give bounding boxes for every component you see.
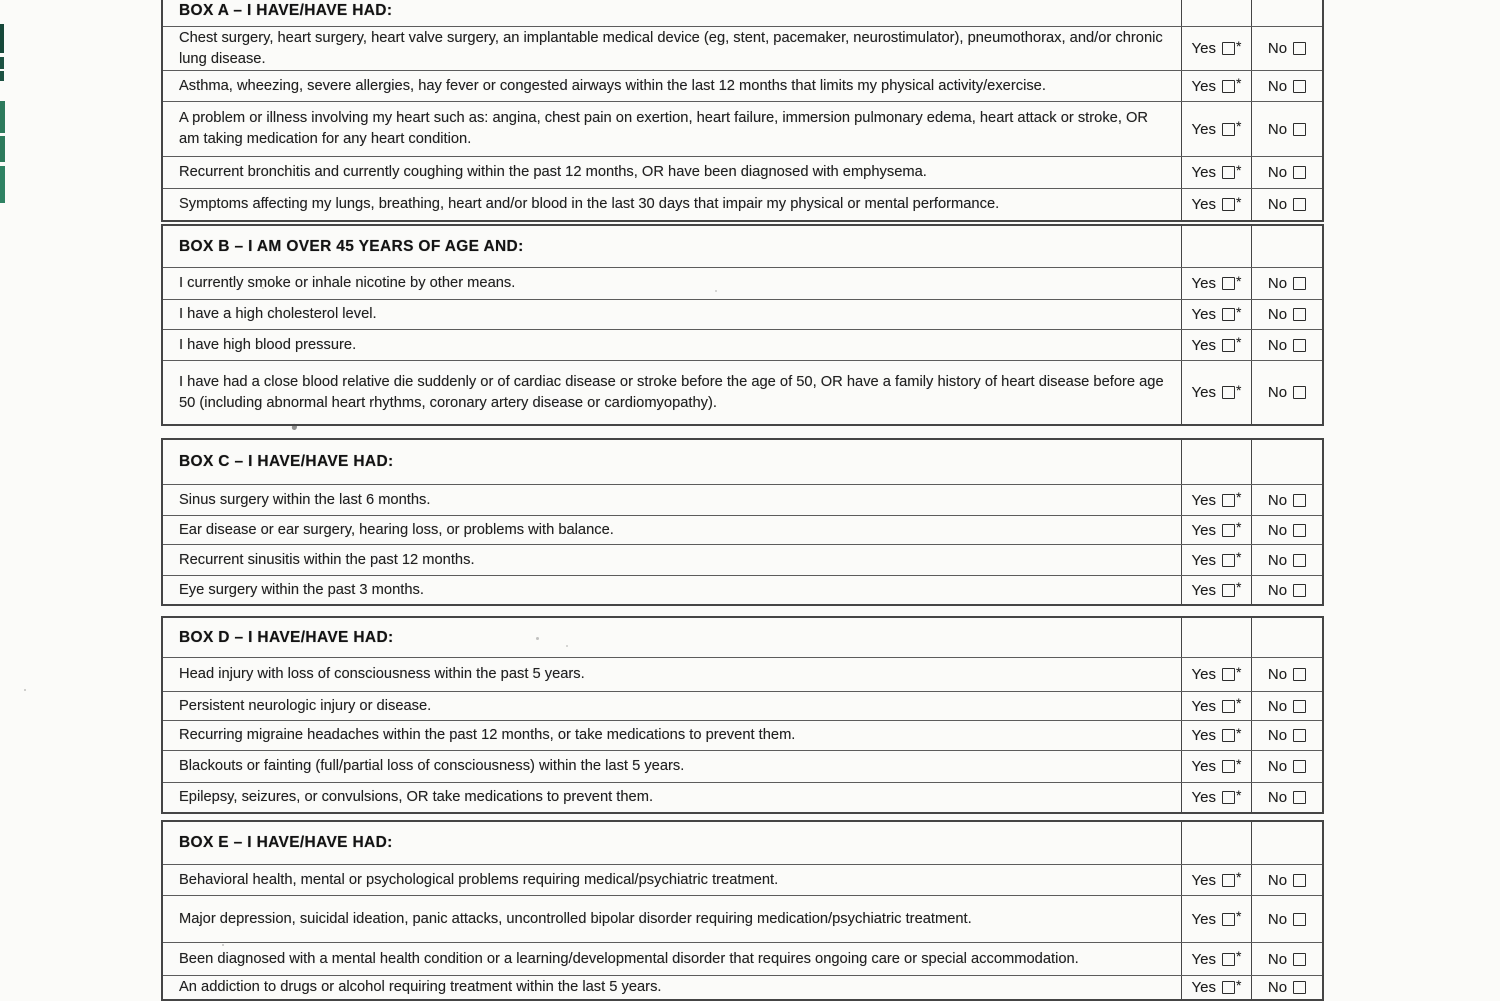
scan-artifact-mark bbox=[0, 166, 5, 203]
no-checkbox[interactable] bbox=[1293, 953, 1306, 966]
section-header-row bbox=[163, 440, 1322, 484]
yes-cell bbox=[1181, 485, 1251, 515]
scan-artifact-mark bbox=[0, 101, 5, 133]
no-checkbox[interactable] bbox=[1293, 700, 1306, 713]
no-label: No bbox=[1267, 275, 1288, 292]
section-title: BOX E – I HAVE/HAVE HAD: bbox=[179, 834, 393, 851]
no-label: No bbox=[1267, 164, 1288, 181]
table-row bbox=[163, 691, 1322, 720]
yes-label: Yes bbox=[1191, 910, 1217, 928]
no-label: No bbox=[1267, 950, 1288, 968]
yes-header-cell bbox=[1181, 226, 1251, 267]
table-row bbox=[163, 657, 1322, 691]
no-cell bbox=[1251, 721, 1322, 750]
section-header-row bbox=[163, 822, 1322, 864]
no-checkbox[interactable] bbox=[1293, 791, 1306, 804]
question-text: I have had a close blood relative die suddenly or of cardiac disease or stroke before the age of 50, OR have a family history of heart disease before age 50 (including abnormal heart rhythms, coronary artery disease or cardiomyopathy). bbox=[179, 373, 1164, 411]
yes-label: Yes bbox=[1191, 521, 1217, 539]
yes-label: Yes bbox=[1191, 491, 1217, 509]
box-c-section bbox=[161, 438, 1324, 606]
section-title: BOX B – I AM OVER 45 YEARS OF AGE AND: bbox=[179, 237, 524, 255]
yes-label: Yes bbox=[1191, 275, 1217, 292]
table-row bbox=[163, 188, 1322, 220]
table-row bbox=[163, 864, 1322, 895]
table-row bbox=[163, 156, 1322, 188]
no-cell bbox=[1251, 658, 1322, 691]
no-cell bbox=[1251, 330, 1322, 360]
table-row bbox=[163, 329, 1322, 360]
yes-cell bbox=[1181, 576, 1251, 604]
no-cell bbox=[1251, 976, 1322, 999]
asterisk: * bbox=[1236, 755, 1242, 772]
table-row bbox=[163, 26, 1322, 70]
question-text: I have high blood pressure. bbox=[179, 336, 357, 353]
no-checkbox[interactable] bbox=[1293, 123, 1306, 136]
table-row bbox=[163, 515, 1322, 544]
no-checkbox[interactable] bbox=[1293, 524, 1306, 537]
asterisk: * bbox=[1236, 786, 1242, 803]
yes-label: Yes bbox=[1191, 551, 1217, 569]
question-text: Head injury with loss of consciousness within the past 5 years. bbox=[179, 666, 585, 683]
asterisk: * bbox=[1236, 724, 1242, 741]
no-checkbox[interactable] bbox=[1293, 668, 1306, 681]
asterisk: * bbox=[1236, 908, 1242, 924]
asterisk: * bbox=[1236, 161, 1242, 178]
section-header-row bbox=[163, 618, 1322, 657]
asterisk: * bbox=[1236, 869, 1242, 885]
table-row bbox=[163, 484, 1322, 515]
box-b-section bbox=[161, 224, 1324, 426]
no-checkbox[interactable] bbox=[1293, 308, 1306, 321]
section-title: BOX A – I HAVE/HAVE HAD: bbox=[179, 2, 393, 19]
question-text: I have a high cholesterol level. bbox=[179, 306, 377, 323]
no-checkbox[interactable] bbox=[1293, 584, 1306, 597]
asterisk: * bbox=[1236, 303, 1242, 320]
no-cell bbox=[1251, 896, 1322, 942]
yes-label: Yes bbox=[1191, 950, 1217, 968]
question-text: Asthma, wheezing, severe allergies, hay fever or congested airways within the last 12 months that limits my physical activity/exercise. bbox=[179, 77, 1046, 94]
table-row bbox=[163, 895, 1322, 942]
asterisk: * bbox=[1236, 976, 1242, 993]
yes-cell bbox=[1181, 27, 1251, 70]
yes-checkbox[interactable] bbox=[1222, 308, 1235, 321]
yes-cell bbox=[1181, 943, 1251, 975]
no-cell bbox=[1251, 189, 1322, 220]
table-row bbox=[163, 360, 1322, 424]
yes-checkbox[interactable] bbox=[1222, 981, 1235, 994]
no-checkbox[interactable] bbox=[1293, 198, 1306, 211]
yes-checkbox[interactable] bbox=[1222, 953, 1235, 966]
no-label: No bbox=[1267, 758, 1288, 775]
no-header-cell bbox=[1251, 440, 1322, 484]
yes-checkbox[interactable] bbox=[1222, 42, 1235, 55]
no-label: No bbox=[1267, 789, 1288, 806]
asterisk: * bbox=[1236, 695, 1242, 711]
question-text: Ear disease or ear surgery, hearing loss, or problems with balance. bbox=[179, 521, 614, 538]
no-cell bbox=[1251, 485, 1322, 515]
yes-checkbox[interactable] bbox=[1222, 123, 1235, 136]
yes-checkbox[interactable] bbox=[1222, 339, 1235, 352]
yes-cell bbox=[1181, 361, 1251, 424]
question-text: Epilepsy, seizures, or convulsions, OR take medications to prevent them. bbox=[179, 789, 654, 806]
yes-header-cell bbox=[1181, 0, 1251, 26]
asterisk: * bbox=[1236, 334, 1242, 350]
asterisk: * bbox=[1236, 948, 1242, 964]
yes-label: Yes bbox=[1191, 727, 1217, 744]
yes-checkbox[interactable] bbox=[1222, 386, 1235, 399]
yes-label: Yes bbox=[1191, 666, 1217, 683]
yes-cell bbox=[1181, 783, 1251, 812]
yes-checkbox[interactable] bbox=[1222, 80, 1235, 93]
yes-cell bbox=[1181, 976, 1251, 999]
asterisk: * bbox=[1236, 579, 1242, 595]
question-text: Persistent neurologic injury or disease. bbox=[179, 697, 432, 714]
no-cell bbox=[1251, 865, 1322, 895]
no-label: No bbox=[1267, 979, 1288, 996]
yes-label: Yes bbox=[1191, 871, 1217, 889]
yes-checkbox[interactable] bbox=[1222, 277, 1235, 290]
yes-checkbox[interactable] bbox=[1222, 494, 1235, 507]
section-title: BOX C – I HAVE/HAVE HAD: bbox=[179, 453, 394, 470]
yes-cell bbox=[1181, 189, 1251, 220]
no-cell bbox=[1251, 576, 1322, 604]
no-checkbox[interactable] bbox=[1293, 729, 1306, 742]
no-cell bbox=[1251, 692, 1322, 720]
yes-cell bbox=[1181, 102, 1251, 156]
no-checkbox[interactable] bbox=[1293, 913, 1306, 926]
no-label: No bbox=[1267, 336, 1288, 354]
no-checkbox[interactable] bbox=[1293, 554, 1306, 567]
scan-artifact-mark bbox=[0, 24, 4, 53]
no-cell bbox=[1251, 102, 1322, 156]
yes-label: Yes bbox=[1191, 581, 1217, 599]
yes-cell bbox=[1181, 865, 1251, 895]
no-label: No bbox=[1267, 871, 1288, 889]
table-row bbox=[163, 299, 1322, 329]
no-cell bbox=[1251, 783, 1322, 812]
no-checkbox[interactable] bbox=[1293, 166, 1306, 179]
question-text: Major depression, suicidal ideation, panic attacks, uncontrolled bipolar disorder requiring medication/psychiatric treatment. bbox=[179, 910, 972, 927]
question-text: Blackouts or fainting (full/partial loss of consciousness) within the last 5 years. bbox=[179, 758, 685, 775]
table-row bbox=[163, 782, 1322, 812]
section-header-row bbox=[163, 0, 1322, 26]
yes-cell bbox=[1181, 330, 1251, 360]
no-label: No bbox=[1267, 77, 1288, 95]
yes-checkbox[interactable] bbox=[1222, 524, 1235, 537]
asterisk: * bbox=[1236, 519, 1242, 535]
yes-label: Yes bbox=[1191, 196, 1217, 213]
table-row bbox=[163, 750, 1322, 782]
no-checkbox[interactable] bbox=[1293, 981, 1306, 994]
no-checkbox[interactable] bbox=[1293, 874, 1306, 887]
no-label: No bbox=[1267, 120, 1288, 138]
no-label: No bbox=[1267, 521, 1288, 539]
no-checkbox[interactable] bbox=[1293, 386, 1306, 399]
question-text: Recurring migraine headaches within the past 12 months, or take medications to prevent them. bbox=[179, 727, 796, 744]
yes-cell bbox=[1181, 751, 1251, 782]
no-cell bbox=[1251, 516, 1322, 544]
asterisk: * bbox=[1236, 37, 1242, 54]
question-text: Been diagnosed with a mental health condition or a learning/developmental disorder that requires ongoing care or special accommodation. bbox=[179, 950, 1079, 967]
asterisk: * bbox=[1236, 381, 1242, 398]
yes-cell bbox=[1181, 658, 1251, 691]
yes-checkbox[interactable] bbox=[1222, 166, 1235, 179]
question-text: Eye surgery within the past 3 months. bbox=[179, 581, 424, 598]
yes-label: Yes bbox=[1191, 697, 1217, 715]
box-e-section bbox=[161, 820, 1324, 1001]
yes-label: Yes bbox=[1191, 40, 1217, 57]
table-row bbox=[163, 720, 1322, 750]
question-text: Recurrent sinusitis within the past 12 months. bbox=[179, 551, 475, 568]
no-label: No bbox=[1267, 384, 1288, 401]
no-header-cell bbox=[1251, 226, 1322, 267]
section-header-row bbox=[163, 226, 1322, 267]
table-row bbox=[163, 975, 1322, 999]
no-cell bbox=[1251, 157, 1322, 188]
yes-checkbox[interactable] bbox=[1222, 554, 1235, 567]
question-text: Recurrent bronchitis and currently coughing within the past 12 months, OR have been diagnosed with emphysema. bbox=[179, 164, 927, 181]
yes-label: Yes bbox=[1191, 758, 1217, 775]
no-checkbox[interactable] bbox=[1293, 80, 1306, 93]
yes-label: Yes bbox=[1191, 164, 1217, 181]
scan-artifact-mark bbox=[0, 136, 5, 162]
yes-cell bbox=[1181, 300, 1251, 329]
asterisk: * bbox=[1236, 549, 1242, 565]
scan-artifact-mark bbox=[0, 57, 4, 69]
yes-cell bbox=[1181, 692, 1251, 720]
asterisk: * bbox=[1236, 118, 1242, 134]
yes-label: Yes bbox=[1191, 979, 1217, 996]
no-header-cell bbox=[1251, 0, 1322, 26]
no-label: No bbox=[1267, 491, 1288, 509]
yes-checkbox[interactable] bbox=[1222, 729, 1235, 742]
yes-header-cell bbox=[1181, 618, 1251, 657]
no-checkbox[interactable] bbox=[1293, 760, 1306, 773]
yes-checkbox[interactable] bbox=[1222, 668, 1235, 681]
no-label: No bbox=[1267, 40, 1288, 57]
yes-checkbox[interactable] bbox=[1222, 198, 1235, 211]
yes-checkbox[interactable] bbox=[1222, 874, 1235, 887]
no-cell bbox=[1251, 71, 1322, 101]
no-header-cell bbox=[1251, 822, 1322, 864]
asterisk: * bbox=[1236, 489, 1242, 505]
no-label: No bbox=[1267, 727, 1288, 744]
no-label: No bbox=[1267, 697, 1288, 715]
no-cell bbox=[1251, 361, 1322, 424]
no-cell bbox=[1251, 545, 1322, 575]
box-d-section bbox=[161, 616, 1324, 814]
question-text: A problem or illness involving my heart such as: angina, chest pain on exertion, heart failure, immersion pulmonary edema, heart attack or stroke, OR am taking medication for any heart condition. bbox=[179, 110, 1149, 147]
yes-checkbox[interactable] bbox=[1222, 700, 1235, 713]
no-label: No bbox=[1267, 910, 1288, 928]
yes-checkbox[interactable] bbox=[1222, 760, 1235, 773]
yes-header-cell bbox=[1181, 822, 1251, 864]
no-label: No bbox=[1267, 196, 1288, 213]
question-text: Behavioral health, mental or psychological problems requiring medical/psychiatric treatment. bbox=[179, 871, 779, 888]
no-cell bbox=[1251, 943, 1322, 975]
no-label: No bbox=[1267, 551, 1288, 569]
section-title: BOX D – I HAVE/HAVE HAD: bbox=[179, 628, 394, 646]
no-label: No bbox=[1267, 306, 1288, 323]
no-cell bbox=[1251, 268, 1322, 299]
yes-label: Yes bbox=[1191, 789, 1217, 806]
yes-checkbox[interactable] bbox=[1222, 913, 1235, 926]
asterisk: * bbox=[1236, 272, 1242, 289]
yes-cell bbox=[1181, 545, 1251, 575]
yes-cell bbox=[1181, 268, 1251, 299]
yes-checkbox[interactable] bbox=[1222, 791, 1235, 804]
scan-artifact-mark bbox=[0, 71, 4, 81]
yes-cell bbox=[1181, 721, 1251, 750]
question-text: An addiction to drugs or alcohol requiring treatment within the last 5 years. bbox=[179, 979, 662, 996]
table-row bbox=[163, 101, 1322, 156]
asterisk: * bbox=[1236, 75, 1242, 91]
no-checkbox[interactable] bbox=[1293, 42, 1306, 55]
yes-label: Yes bbox=[1191, 120, 1217, 138]
no-label: No bbox=[1267, 666, 1288, 683]
no-cell bbox=[1251, 300, 1322, 329]
no-checkbox[interactable] bbox=[1293, 494, 1306, 507]
yes-label: Yes bbox=[1191, 384, 1217, 401]
asterisk: * bbox=[1236, 193, 1242, 210]
no-label: No bbox=[1267, 581, 1288, 599]
no-header-cell bbox=[1251, 618, 1322, 657]
asterisk: * bbox=[1236, 663, 1242, 680]
question-text: Sinus surgery within the last 6 months. bbox=[179, 491, 431, 508]
yes-label: Yes bbox=[1191, 306, 1217, 323]
question-text: I currently smoke or inhale nicotine by other means. bbox=[179, 275, 516, 292]
scan-speck bbox=[24, 689, 26, 691]
table-row bbox=[163, 544, 1322, 575]
table-row bbox=[163, 575, 1322, 604]
table-row bbox=[163, 70, 1322, 101]
yes-label: Yes bbox=[1191, 77, 1217, 95]
box-a-section bbox=[161, 0, 1324, 222]
yes-cell bbox=[1181, 71, 1251, 101]
question-text: Symptoms affecting my lungs, breathing, heart and/or blood in the last 30 days that impair my physical or mental performance. bbox=[179, 196, 1000, 213]
yes-label: Yes bbox=[1191, 336, 1217, 354]
no-cell bbox=[1251, 751, 1322, 782]
yes-checkbox[interactable] bbox=[1222, 584, 1235, 597]
no-checkbox[interactable] bbox=[1293, 339, 1306, 352]
yes-cell bbox=[1181, 516, 1251, 544]
no-checkbox[interactable] bbox=[1293, 277, 1306, 290]
no-cell bbox=[1251, 27, 1322, 70]
table-row bbox=[163, 942, 1322, 975]
table-row bbox=[163, 267, 1322, 299]
yes-cell bbox=[1181, 896, 1251, 942]
yes-cell bbox=[1181, 157, 1251, 188]
question-text: Chest surgery, heart surgery, heart valve surgery, an implantable medical device (eg, stent, pacemaker, neurostimulator), pneumothorax, and/or chronic lung disease. bbox=[179, 29, 1163, 67]
yes-header-cell bbox=[1181, 440, 1251, 484]
